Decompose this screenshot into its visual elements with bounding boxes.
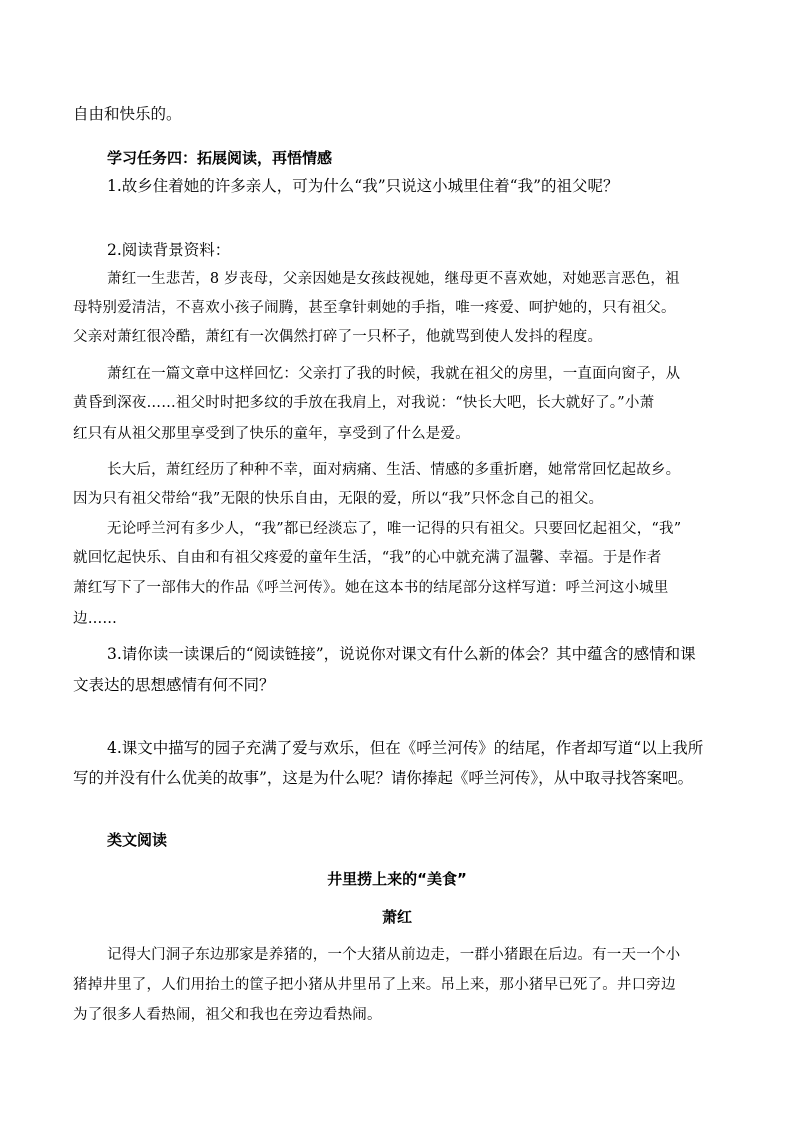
question-4-cont: 写的并没有什么优美的故事”，这是为什么呢？请你捧起《呼兰河传》，从中取寻找答案吧。 <box>73 769 694 787</box>
background-line: 父亲对萧红很冷酷，萧红有一次偶然打碎了一只杯子，他就骂到使人发抖的程度。 <box>73 329 603 345</box>
question-1: 1.故乡住着她的许多亲人，可为什么“我”只说这小城里住着“我”的祖父呢？ <box>107 177 619 195</box>
question-4: 4.课文中描写的园子充满了爱与欢乐，但在《呼兰河传》的结尾，作者却写道“以上我所 <box>107 739 704 757</box>
background-line: 长大后，萧红经历了种种不幸，面对病痛、生活、情感的多重折磨，她常常回忆起故乡。 <box>107 462 681 478</box>
question-3: 3.请你读一读课后的“阅读链接”，说说你对课文有什么新的体会？其中蕴含的感情和课 <box>107 645 696 663</box>
section-heading: 类文阅读 <box>107 831 168 849</box>
background-line: 红只有从祖父那里享受到了快乐的童年，享受到了什么是爱。 <box>73 426 470 442</box>
story-line: 为了很多人看热闹，祖父和我也在旁边看热闹。 <box>73 1007 382 1023</box>
background-line: 萧红一生悲苦，8 岁丧母，父亲因她是女孩歧视她，继母更不喜欢她，对她恶言恶色，祖 <box>107 271 680 287</box>
background-line: 边…… <box>73 611 118 627</box>
story-line: 猪掉井里了，人们用抬土的筐子把小猪从井里吊了上来。吊上来，那小猪早已死了。井口旁边 <box>73 977 676 993</box>
background-line: 萧红写下了一部伟大的作品《呼兰河传》。她在这本书的结尾部分这样写道：呼兰河这小城里 <box>73 580 669 596</box>
background-line: 黄昏到深夜……祖父时时把多纹的手放在我肩上，对我说：“快长大吧，长大就好了。”小萧 <box>73 395 655 411</box>
question-2: 2.阅读背景资料： <box>107 241 231 259</box>
background-line: 母特别爱清洁，不喜欢小孩子闹腾，甚至拿针刺她的手指，唯一疼爱、呵护她的，只有祖父。 <box>73 300 676 316</box>
story-title: 井里捞上来的“美食” <box>327 870 467 888</box>
question-3-cont: 文表达的思想感情有何不同？ <box>73 676 275 694</box>
paragraph-line: 自由和快乐的。 <box>73 105 182 123</box>
background-line: 因为只有祖父带给“我”无限的快乐自由，无限的爱，所以“我”只怀念自己的祖父。 <box>73 491 604 507</box>
background-line: 就回忆起快乐、自由和有祖父疼爱的童年生活，“我”的心中就充满了温馨、幸福。于是作者 <box>73 550 662 566</box>
background-line: 无论呼兰河有多少人，“我”都已经淡忘了，唯一记得的只有祖父。只要回忆起祖父，“我” <box>107 521 682 537</box>
story-line: 记得大门洞子东边那家是养猪的，一个大猪从前边走，一群小猪跟在后边。有一天一个小 <box>107 947 681 963</box>
background-line: 萧红在一篇文章中这样回忆：父亲打了我的时候，我就在祖父的房里，一直面向窗子，从 <box>107 366 681 382</box>
story-author: 萧红 <box>381 908 412 926</box>
task-heading: 学习任务四：拓展阅读，再悟情感 <box>107 149 333 167</box>
